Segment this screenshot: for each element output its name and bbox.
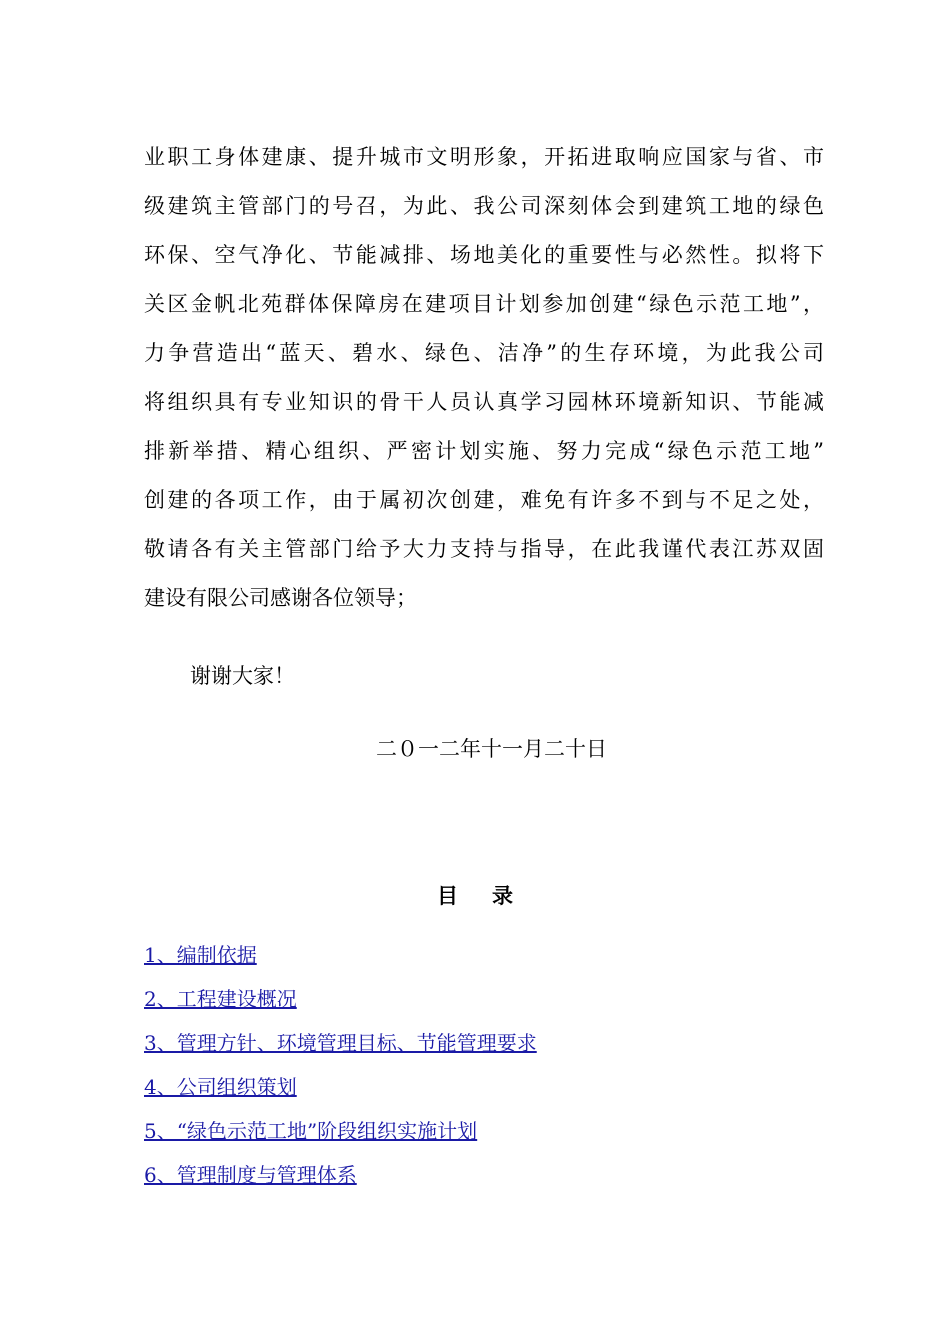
toc-item: [144, 1160, 537, 1204]
toc-link-2[interactable]: 2、工程建设概况: [144, 987, 297, 1011]
paragraph-line: 关区金帆北苑群体保障房在建项目计划参加创建“绿色示范工地”，: [144, 292, 824, 316]
thanks-text: 谢谢大家！: [190, 664, 295, 688]
toc-link-4[interactable]: 4、公司组织策划: [144, 1075, 297, 1099]
paragraph-line: 力争营造出“蓝天、碧水、绿色、洁净”的生存环境，为此我公司: [144, 341, 824, 365]
toc-item: [144, 940, 537, 984]
date-text: 二０一二年十一月二十日: [376, 737, 607, 761]
toc-title-part-1: 目: [437, 883, 458, 908]
toc-link-1[interactable]: 1、编制依据: [144, 943, 257, 967]
toc-item: [144, 1116, 537, 1160]
toc-item: [144, 1072, 537, 1116]
toc-link-6[interactable]: 6、管理制度与管理体系: [144, 1163, 357, 1187]
toc-item: [144, 984, 537, 1028]
body-paragraph: [144, 133, 824, 623]
paragraph-line: 建设有限公司感谢各位领导；: [144, 586, 417, 610]
paragraph-line: 将组织具有专业知识的骨干人员认真学习园林环境新知识、节能减: [144, 390, 824, 414]
paragraph-line: 环保、空气净化、节能减排、场地美化的重要性与必然性。拟将下: [144, 243, 824, 267]
toc-item: [144, 1028, 537, 1072]
toc-link-5[interactable]: 5、“绿色示范工地”阶段组织实施计划: [144, 1119, 478, 1143]
toc-list: [144, 940, 537, 1204]
paragraph-line: 排新举措、精心组织、严密计划实施、努力完成“绿色示范工地”: [144, 439, 824, 463]
paragraph-line: 创建的各项工作，由于属初次创建，难免有许多不到与不足之处，: [144, 488, 824, 512]
paragraph-line: 级建筑主管部门的号召，为此、我公司深刻体会到建筑工地的绿色: [144, 194, 824, 218]
toc-link-3[interactable]: 3、管理方针、环境管理目标、节能管理要求: [144, 1031, 537, 1055]
toc-title-part-2: 录: [492, 883, 513, 908]
paragraph-line: 敬请各有关主管部门给予大力支持与指导，在此我谨代表江苏双固: [144, 537, 824, 561]
paragraph-line: 业职工身体建康、提升城市文明形象，开拓进取响应国家与省、市: [144, 145, 824, 169]
toc-title: [0, 880, 950, 912]
